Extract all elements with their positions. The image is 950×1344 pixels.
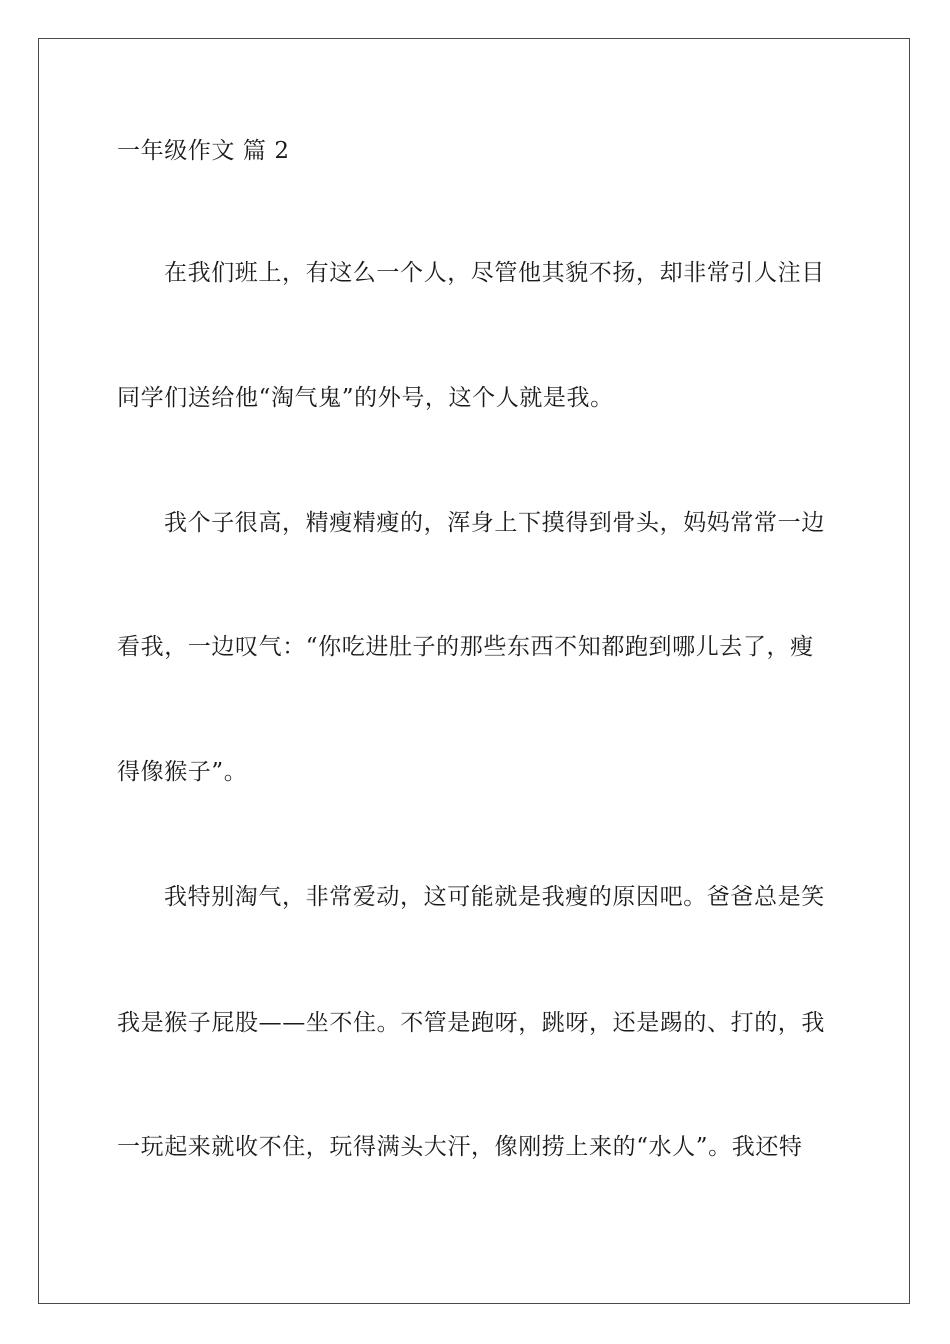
paragraph-3-line-3: 一玩起来就收不住，玩得满头大汗，像刚捞上来的“水人”。我还特 [117, 1134, 803, 1160]
paragraph-2-line-3: 得像猴子”。 [117, 759, 248, 785]
paragraph-3-line-1: 我特别淘气，非常爱动，这可能就是我瘦的原因吧。爸爸总是笑 [164, 884, 825, 910]
page-border [38, 38, 910, 1304]
paragraph-1-line-1: 在我们班上，有这么一个人，尽管他其貌不扬，却非常引人注目 [164, 260, 825, 286]
document-title: 一年级作文 篇 2 [117, 138, 290, 164]
paragraph-2-line-1: 我个子很高，精瘦精瘦的，浑身上下摸得到骨头，妈妈常常一边 [164, 510, 825, 536]
paragraph-1-line-2: 同学们送给他“淘气鬼”的外号，这个人就是我。 [117, 385, 614, 411]
paragraph-2-line-2: 看我，一边叹气：“你吃进肚子的那些东西不知都跑到哪儿去了，瘦 [117, 634, 814, 660]
paragraph-3-line-2: 我是猴子屁股——坐不住。不管是跑呀，跳呀，还是踢的、打的，我 [117, 1010, 825, 1036]
